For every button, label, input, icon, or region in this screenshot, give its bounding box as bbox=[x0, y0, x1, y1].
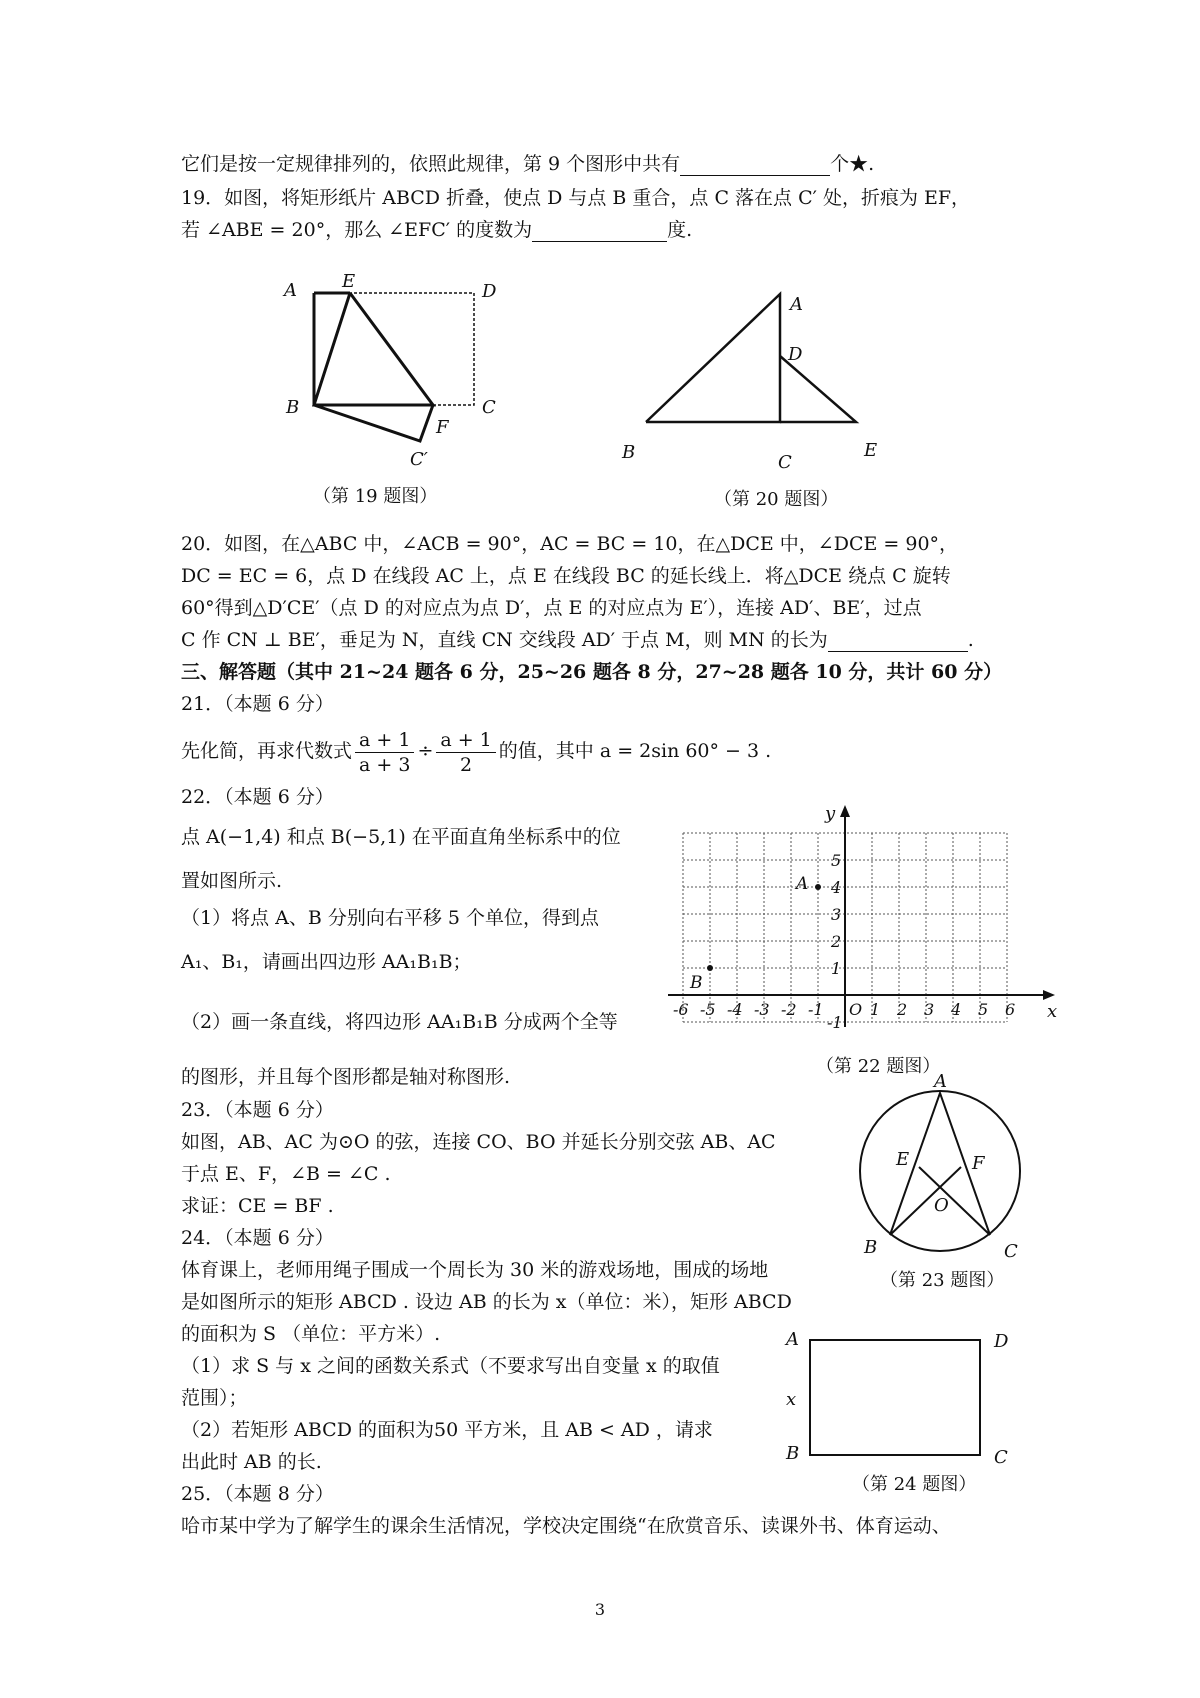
caption-20: （第 20 题图） bbox=[714, 489, 839, 510]
text: 若 ∠ABE = 20°，那么 ∠EFC′ 的度数为 bbox=[181, 219, 533, 241]
rect-abcd bbox=[810, 1340, 980, 1455]
text: C 作 CN ⊥ BE′，垂足为 N，直线 CN 交线段 AD′ 于点 M，则 MN 的长为 bbox=[181, 629, 828, 651]
triangle-abc bbox=[646, 294, 780, 422]
numerator: a + 1 bbox=[436, 728, 495, 753]
label-x: x bbox=[786, 1389, 797, 1410]
text: 的值，其中 a = 2sin 60° − 3 . bbox=[498, 740, 772, 762]
answer-blank[interactable] bbox=[532, 221, 667, 242]
point-a-label: A bbox=[796, 874, 809, 894]
triangle-dce bbox=[780, 356, 856, 422]
page-number: 3 bbox=[594, 1600, 606, 1619]
x-tick-label: 4 bbox=[951, 1000, 962, 1019]
y-axis-label: y bbox=[825, 803, 836, 824]
q20-line-1: 20．如图，在△ABC 中，∠ACB = 90°，AC = BC = 10，在△DCE 中，∠DCE = 90°， bbox=[181, 533, 959, 555]
q24-line-4: （1）求 S 与 x 之间的函数关系式（不要求写出自变量 x 的取值 bbox=[181, 1355, 720, 1377]
label-b: B bbox=[786, 1443, 800, 1464]
label-b: B bbox=[286, 397, 300, 418]
line-q18-tail bbox=[181, 152, 874, 176]
fold-triangle bbox=[314, 293, 433, 405]
q24-heading: 24．（本题 6 分） bbox=[181, 1227, 334, 1249]
q24-line-5: 范围）； bbox=[181, 1387, 248, 1409]
x-tick-label: -2 bbox=[781, 1000, 797, 1019]
q23-line-1: 如图，AB、AC 为⊙O 的弦，连接 CO、BO 并延长分别交弦 AB、AC bbox=[181, 1131, 776, 1153]
caption-19: （第 19 题图） bbox=[313, 486, 438, 507]
x-tick-label: 5 bbox=[978, 1000, 989, 1019]
label-b: B bbox=[864, 1237, 878, 1258]
label-c: C bbox=[482, 397, 496, 418]
segment-ce bbox=[919, 1167, 990, 1235]
denominator: a + 3 bbox=[359, 753, 411, 776]
label-e: E bbox=[342, 271, 356, 292]
x-tick-label: -1 bbox=[808, 1000, 824, 1019]
label-c: C bbox=[1004, 1241, 1018, 1262]
q19-line-2 bbox=[181, 218, 692, 242]
folded-edge bbox=[314, 405, 433, 441]
label-f: F bbox=[972, 1153, 985, 1174]
x-tick-label: -3 bbox=[754, 1000, 770, 1019]
text: . bbox=[967, 629, 974, 651]
q24-line-1: 体育课上，老师用绳子围成一个周长为 30 米的游戏场地，围成的场地 bbox=[181, 1259, 769, 1281]
y-axis-arrow bbox=[840, 805, 850, 817]
q25-line-1: 哈市某中学为了解学生的课余生活情况，学校决定围绕“在欣赏音乐、读课外书、体育运动、 bbox=[181, 1515, 951, 1537]
q22-heading: 22．（本题 6 分） bbox=[181, 786, 334, 808]
point-b-label: B bbox=[690, 973, 703, 993]
x-tick-label: -4 bbox=[727, 1000, 743, 1019]
point-a bbox=[815, 884, 821, 890]
q22-line-3: （1）将点 A、B 分别向右平移 5 个单位，得到点 bbox=[181, 907, 600, 929]
label-c-prime: C′ bbox=[410, 449, 428, 470]
label-d: D bbox=[788, 344, 803, 365]
answer-blank[interactable] bbox=[828, 631, 968, 652]
label-c: C bbox=[994, 1447, 1008, 1468]
text: 它们是按一定规律排列的，依照此规律，第 9 个图形中共有 bbox=[181, 153, 681, 175]
denominator: 2 bbox=[460, 753, 473, 776]
label-a: A bbox=[284, 280, 297, 301]
label-d: D bbox=[994, 1331, 1009, 1352]
q22-line-6: 的图形，并且每个图形都是轴对称图形. bbox=[181, 1066, 511, 1088]
q22-line-2: 置如图所示. bbox=[181, 870, 283, 892]
q24-line-3: 的面积为 S （单位：平方米）. bbox=[181, 1323, 441, 1345]
q21-heading: 21．（本题 6 分） bbox=[181, 693, 334, 715]
label-b: B bbox=[622, 442, 636, 463]
x-tick-label: 6 bbox=[1005, 1000, 1016, 1019]
divide-sign: ÷ bbox=[417, 740, 434, 762]
q24-line-7: 出此时 AB 的长. bbox=[181, 1451, 322, 1473]
fraction-2 bbox=[436, 728, 495, 777]
x-tick-label: 2 bbox=[897, 1000, 908, 1019]
q20-line-3: 60°得到△D′CE′（点 D 的对应点为点 D′，点 E 的对应点为 E′），连接 AD′、BE′，过点 bbox=[181, 597, 922, 619]
x-tick-label: -5 bbox=[700, 1000, 716, 1019]
q22-line-4: A₁、B₁，请画出四边形 AA₁B₁B； bbox=[181, 951, 472, 973]
q21-body bbox=[181, 724, 771, 778]
label-a: A bbox=[790, 294, 803, 315]
fraction-1 bbox=[355, 728, 414, 777]
y-tick-label: -1 bbox=[827, 1013, 843, 1032]
y-tick-label: 5 bbox=[831, 851, 842, 870]
q25-heading: 25．（本题 8 分） bbox=[181, 1483, 334, 1505]
label-c: C bbox=[778, 452, 792, 473]
label-a: A bbox=[934, 1071, 947, 1092]
q23-line-3: 求证：CE = BF . bbox=[181, 1195, 334, 1217]
caption-22: （第 22 题图） bbox=[816, 1056, 941, 1077]
circle-o bbox=[860, 1091, 1020, 1251]
q20-line-4 bbox=[181, 628, 974, 652]
caption-24: （第 24 题图） bbox=[852, 1474, 977, 1495]
caption-23: （第 23 题图） bbox=[880, 1270, 1005, 1291]
answer-blank[interactable] bbox=[680, 155, 830, 176]
q22-line-5: （2）画一条直线，将四边形 AA₁B₁B 分成两个全等 bbox=[181, 1011, 618, 1033]
x-tick-label: -6 bbox=[673, 1000, 689, 1019]
figure-19 bbox=[270, 265, 500, 475]
figure-23 bbox=[850, 1071, 1030, 1262]
figure-22-grid bbox=[660, 805, 1100, 1050]
text: 度. bbox=[667, 219, 693, 241]
q19-line-1: 19．如图，将矩形纸片 ABCD 折叠，使点 D 与点 B 重合，点 C 落在点 C′ 处，折痕为 EF， bbox=[181, 187, 971, 209]
q23-heading: 23．（本题 6 分） bbox=[181, 1099, 334, 1121]
text: 先化简，再求代数式 bbox=[181, 740, 353, 762]
x-axis-label: x bbox=[1047, 1001, 1058, 1022]
q24-line-6: （2）若矩形 ABCD 的面积为50 平方米，且 AB < AD ，请求 bbox=[181, 1419, 713, 1441]
q24-line-2: 是如图所示的矩形 ABCD . 设边 AB 的长为 x（单位：米），矩形 ABCD bbox=[181, 1291, 792, 1313]
figure-24 bbox=[780, 1325, 1040, 1470]
q22-line-1: 点 A(−1,4) 和点 B(−5,1) 在平面直角坐标系中的位 bbox=[181, 826, 621, 848]
text: 个★. bbox=[830, 153, 875, 175]
label-o: O bbox=[934, 1195, 949, 1216]
x-axis-arrow bbox=[1043, 990, 1055, 1000]
y-tick-label: 3 bbox=[831, 905, 842, 924]
point-b bbox=[707, 965, 713, 971]
rect-abcd bbox=[314, 293, 474, 405]
segment-bf bbox=[890, 1167, 961, 1235]
q23-line-2: 于点 E、F，∠B = ∠C . bbox=[181, 1163, 391, 1185]
x-tick-label: 1 bbox=[870, 1000, 881, 1019]
label-d: D bbox=[482, 281, 497, 302]
label-e: E bbox=[896, 1149, 910, 1170]
numerator: a + 1 bbox=[355, 728, 414, 753]
origin-label: O bbox=[849, 1000, 863, 1019]
label-a: A bbox=[786, 1329, 799, 1350]
x-tick-label: 3 bbox=[924, 1000, 935, 1019]
label-e: E bbox=[864, 440, 878, 461]
y-tick-label: 4 bbox=[831, 878, 842, 897]
y-tick-label: 2 bbox=[831, 932, 842, 951]
section-3-heading: 三、解答题（其中 21~24 题各 6 分，25~26 题各 8 分，27~28 题各 10 分，共计 60 分） bbox=[181, 661, 1003, 683]
figure-20 bbox=[610, 280, 880, 473]
q20-line-2: DC = EC = 6，点 D 在线段 AC 上，点 E 在线段 BC 的延长线上．将△DCE 绕点 C 旋转 bbox=[181, 565, 951, 587]
label-f: F bbox=[436, 417, 449, 438]
y-tick-label: 1 bbox=[831, 959, 842, 978]
